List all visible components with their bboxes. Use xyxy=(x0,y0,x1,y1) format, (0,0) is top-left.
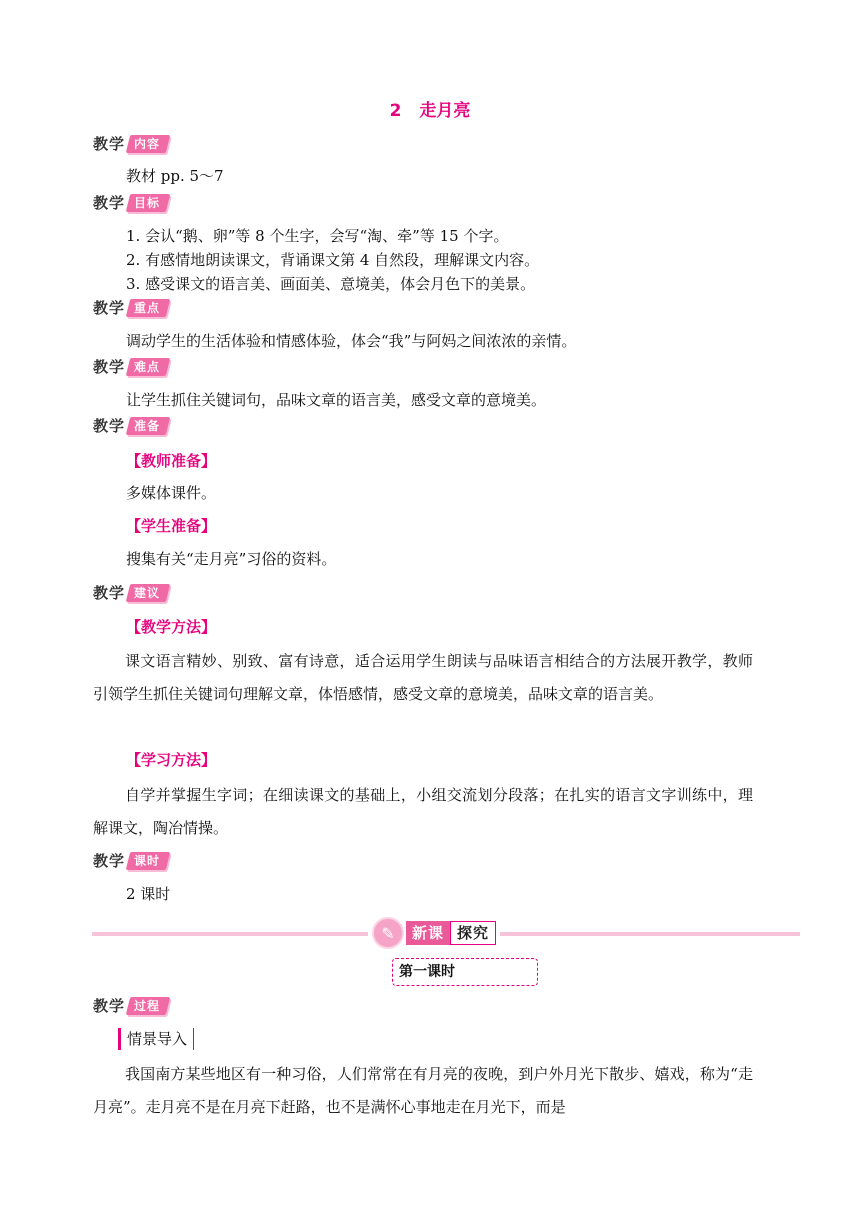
hours-text: 2 课时 xyxy=(126,885,171,903)
teaching-method-text: 课文语言精妙、别致、富有诗意，适合运用学生朗读与品味语言相结合的方法展开教学，教师引领学生抓住关键词句理解文章，体悟感情，感受文章的意境美，品味文章的语言美。 xyxy=(93,652,753,703)
lesson-name: 走月亮 xyxy=(419,101,471,121)
badge-tag: 准备 xyxy=(126,417,171,435)
intro-text: 我国南方某些地区有一种习俗，人们常常在有月亮的夜晚，到户外月光下散步、嬉戏，称为“走月亮”。走月亮不是在月亮下赶路，也不是满怀心事地走在月光下，而是 xyxy=(93,1065,753,1116)
explore-label: 探究 xyxy=(450,921,496,945)
study-method-text: 自学并掌握生字词；在细读课文的基础上，小组交流划分段落；在扎实的语言文字训练中，理解课文，陶冶情操。 xyxy=(93,786,753,837)
badge-label: 教学 xyxy=(93,299,126,317)
badge-label: 教学 xyxy=(93,852,126,870)
lesson-title xyxy=(0,96,860,121)
section-badge-difficulty xyxy=(93,357,168,377)
badge-label: 教学 xyxy=(93,358,126,376)
teacher-prep-text: 多媒体课件。 xyxy=(126,484,217,502)
compass-icon: ✎ xyxy=(372,917,404,949)
section-badge-key xyxy=(93,298,168,318)
badge-label: 教学 xyxy=(93,417,126,435)
badge-tag: 重点 xyxy=(126,299,171,317)
goal-item-1: 1. 会认“鹅、卵”等 8 个生字，会写“淘、牵”等 15 个字。 xyxy=(126,227,509,245)
badge-tag: 难点 xyxy=(126,358,171,376)
section-badge-process xyxy=(93,996,168,1016)
badge-tag: 内容 xyxy=(126,135,171,153)
section-badge-advice xyxy=(93,583,168,603)
content-text: 教材 pp. 5～7 xyxy=(126,167,224,185)
student-prep-label: 【学生准备】 xyxy=(126,517,217,535)
student-prep-text: 搜集有关“走月亮”习俗的资料。 xyxy=(126,550,337,568)
teaching-method-label: 【教学方法】 xyxy=(126,618,217,636)
section-badge-hours xyxy=(93,851,168,871)
goal-item-2: 2. 有感情地朗读课文，背诵课文第 4 自然段，理解课文内容。 xyxy=(126,251,540,269)
goal-item-3: 3. 感受课文的语言美、画面美、意境美，体会月色下的美景。 xyxy=(126,275,536,293)
teacher-prep-label: 【教师准备】 xyxy=(126,452,217,470)
difficulty-text: 让学生抓住关键词句，品味文章的语言美，感受文章的意境美。 xyxy=(126,391,547,409)
period-title: 第一课时 xyxy=(392,958,538,986)
badge-label: 教学 xyxy=(93,997,126,1015)
badge-label: 教学 xyxy=(93,194,126,212)
badge-tag: 建议 xyxy=(126,584,171,602)
badge-tag: 课时 xyxy=(126,852,171,870)
key-text: 调动学生的生活体验和情感体验，体会“我”与阿妈之间浓浓的亲情。 xyxy=(126,332,577,350)
section-badge-prep xyxy=(93,416,168,436)
badge-tag: 目标 xyxy=(126,194,171,212)
study-method-label: 【学习方法】 xyxy=(126,751,217,769)
badge-label: 教学 xyxy=(93,135,126,153)
section-badge-goals xyxy=(93,193,168,213)
new-course-label: 新课 xyxy=(406,921,450,945)
lesson-number: 2 xyxy=(389,101,402,121)
badge-label: 教学 xyxy=(93,584,126,602)
badge-tag: 过程 xyxy=(126,997,171,1015)
new-course-banner xyxy=(368,919,500,947)
section-badge-content xyxy=(93,134,168,154)
intro-tag: 情景导入 xyxy=(118,1028,194,1050)
